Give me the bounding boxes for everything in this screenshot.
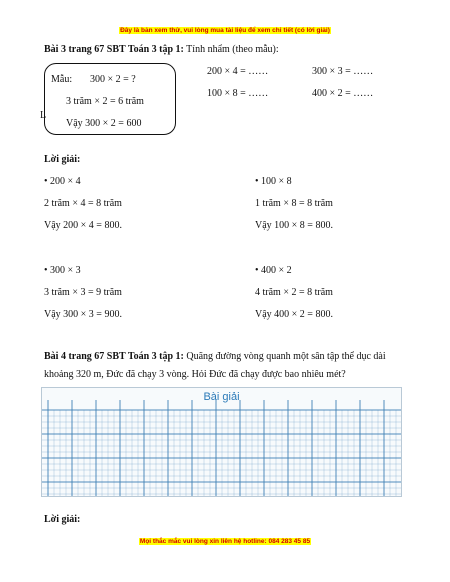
solution-4-result: Vậy 400 × 2 = 800. <box>255 309 333 320</box>
solution-2-result: Vậy 100 × 8 = 800. <box>255 220 333 231</box>
exercise-3d: 400 × 2 = …… <box>312 88 374 99</box>
sample-label: Mẫu: <box>51 74 73 85</box>
exercise-3-heading: Bài 3 trang 67 SBT Toán 3 tập 1: Tính nhẩm (theo mẫu): <box>44 44 279 55</box>
hotline-banner: Mọi thắc mắc vui lòng xin liên hệ hotline: 084 283 45 85 <box>139 538 311 545</box>
exercise-3c: 100 × 8 = …… <box>207 88 269 99</box>
solution-1-head: • 200 × 4 <box>44 176 81 187</box>
solution-1-step: 2 trăm × 4 = 8 trăm <box>44 198 122 209</box>
exercise-3b: 300 × 3 = …… <box>312 66 374 77</box>
sample-step-1: 3 trăm × 2 = 6 trăm <box>66 96 144 107</box>
sample-step-2: Vậy 300 × 2 = 600 <box>66 118 142 129</box>
solution-3-result: Vậy 300 × 3 = 900. <box>44 309 122 320</box>
solution-3-head: • 300 × 3 <box>44 265 81 276</box>
solution-3-step: 3 trăm × 3 = 9 trăm <box>44 287 122 298</box>
solution-2-head: • 100 × 8 <box>255 176 292 187</box>
solution-2-step: 1 trăm × 8 = 8 trăm <box>255 198 333 209</box>
cut-letter: L <box>40 110 47 121</box>
sample-expression: 300 × 2 = ? <box>90 74 136 85</box>
exercise-3a: 200 × 4 = …… <box>207 66 269 77</box>
solution-4-head: • 400 × 2 <box>255 265 292 276</box>
answer-grid <box>41 387 402 497</box>
exercise-3-solution-label: Lời giải: <box>44 154 81 165</box>
grid-lines <box>42 388 402 497</box>
preview-banner: Đây là bản xem thử, vui lòng mua tài liệu để xem chi tiết (có lời giải) <box>120 27 330 34</box>
exercise-4-text: Bài 4 trang 67 SBT Toán 3 tập 1: Quãng đường vòng quanh một sân tập thể dục dài khoảng 320 m, Đức đã chạy 3 vòng. Hỏi Đức đã chạy được bao nhiêu mét? <box>44 351 386 380</box>
solution-4-step: 4 trăm × 2 = 8 trăm <box>255 287 333 298</box>
grid-title: Bài giải <box>203 391 240 403</box>
exercise-4-solution-label: Lời giải: <box>44 514 81 525</box>
solution-1-result: Vậy 200 × 4 = 800. <box>44 220 122 231</box>
